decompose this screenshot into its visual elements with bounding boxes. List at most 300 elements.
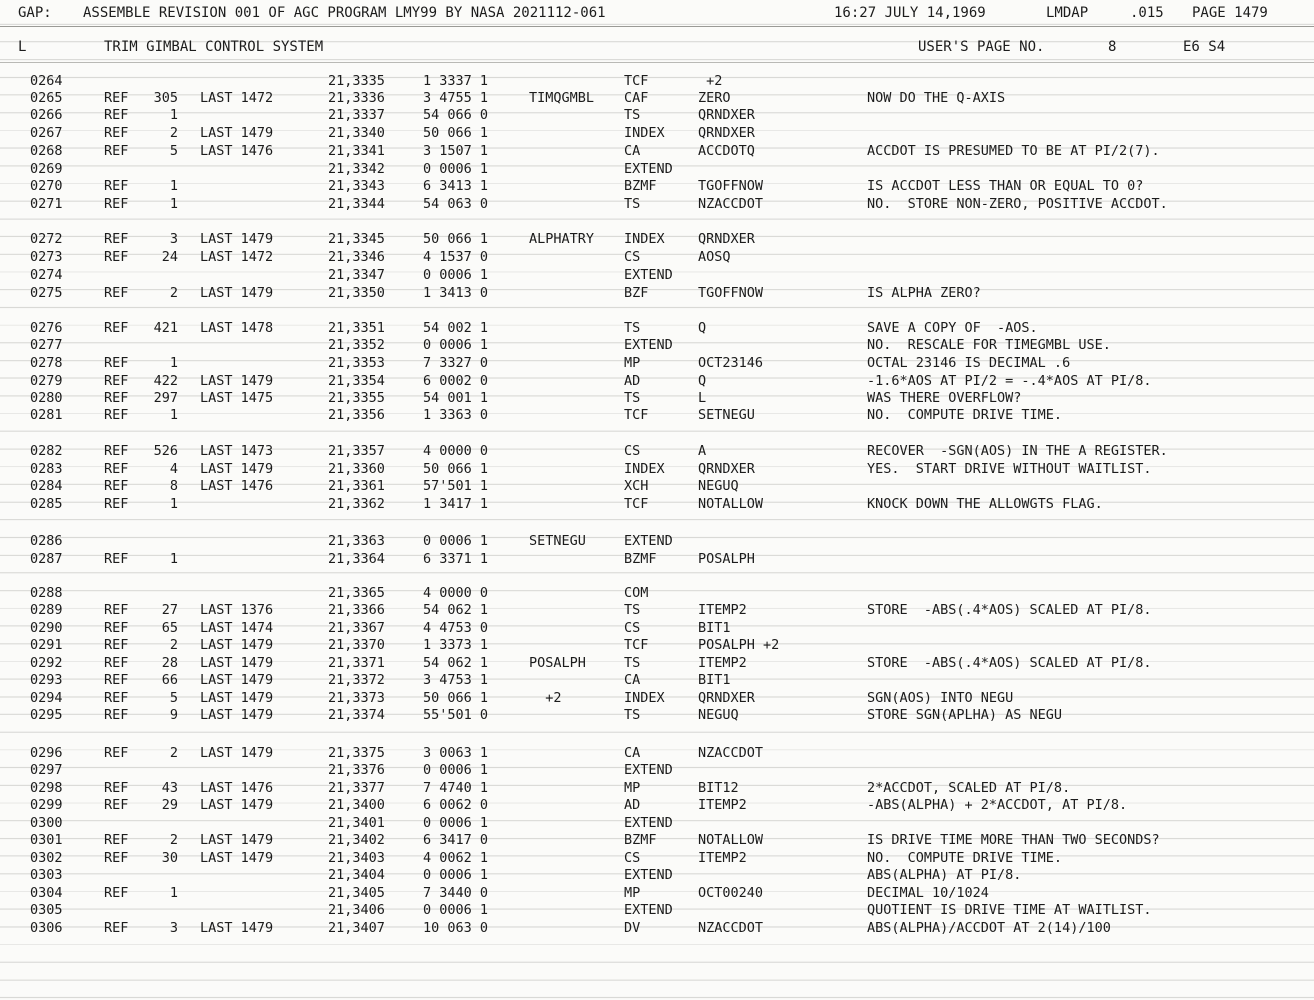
- listing-row: [0, 850, 1314, 867]
- comment: DECIMAL 10/1024: [867, 885, 989, 901]
- header-prefix: GAP:: [18, 5, 52, 21]
- octal-code: 57'501 1: [423, 478, 489, 494]
- opcode: TS: [624, 107, 641, 123]
- comment: NO. COMPUTE DRIVE TIME.: [867, 407, 1063, 423]
- octal-code: 54 001 1: [423, 390, 489, 406]
- ref-count: 5: [169, 690, 178, 706]
- line-number: 0304: [30, 885, 63, 901]
- operand: OCT00240: [698, 885, 764, 901]
- opcode: EXTEND: [624, 815, 673, 831]
- ref-count: 29: [161, 797, 178, 813]
- octal-code: 4 4753 0: [423, 620, 489, 636]
- last-ref: LAST 1474: [200, 620, 274, 636]
- last-ref: LAST 1479: [200, 920, 274, 936]
- operand: Q: [698, 320, 707, 336]
- operand: ITEMP2: [698, 797, 747, 813]
- header-title: ASSEMBLE REVISION 001 OF AGC PROGRAM LMY99 BY NASA 2021112-061: [83, 5, 606, 21]
- ref-count: 28: [161, 655, 178, 671]
- address: 21,3374: [328, 707, 385, 723]
- octal-code: 54 063 0: [423, 196, 489, 212]
- ref-count: 3: [169, 920, 178, 936]
- octal-code: 0 0006 1: [423, 161, 489, 177]
- opcode: BZMF: [624, 551, 657, 567]
- comment: SAVE A COPY OF -AOS.: [867, 320, 1038, 336]
- header-timestamp: 16:27 JULY 14,1969: [834, 5, 986, 21]
- operand: +2: [698, 73, 723, 89]
- listing-row: [0, 672, 1314, 689]
- listing-row: [0, 885, 1314, 902]
- last-ref: LAST 1475: [200, 390, 274, 406]
- operand: L: [698, 390, 707, 406]
- address: 21,3361: [328, 478, 385, 494]
- octal-code: 3 0063 1: [423, 745, 489, 761]
- address: 21,3371: [328, 655, 385, 671]
- ref-tag: REF: [104, 249, 129, 265]
- ref-count: 2: [169, 125, 178, 141]
- address: 21,3355: [328, 390, 385, 406]
- line-number: 0276: [30, 320, 63, 336]
- opcode: MP: [624, 885, 641, 901]
- octal-code: 54 062 1: [423, 602, 489, 618]
- address: 21,3343: [328, 178, 385, 194]
- last-ref: LAST 1479: [200, 832, 274, 848]
- address: 21,3362: [328, 496, 385, 512]
- listing-row: [0, 533, 1314, 550]
- address: 21,3401: [328, 815, 385, 831]
- operand: SETNEGU: [698, 407, 755, 423]
- listing-row: [0, 797, 1314, 814]
- opcode: MP: [624, 355, 641, 371]
- listing-row: [0, 780, 1314, 797]
- address: 21,3404: [328, 867, 385, 883]
- octal-code: 0 0006 1: [423, 815, 489, 831]
- ref-count: 4: [169, 461, 178, 477]
- address: 21,3340: [328, 125, 385, 141]
- ref-tag: REF: [104, 620, 129, 636]
- ref-tag: REF: [104, 672, 129, 688]
- ref-tag: REF: [104, 707, 129, 723]
- opcode: BZMF: [624, 178, 657, 194]
- operand: NEGUQ: [698, 478, 739, 494]
- address: 21,3400: [328, 797, 385, 813]
- ref-tag: REF: [104, 107, 129, 123]
- comment: -ABS(ALPHA) + 2*ACCDOT, AT PI/8.: [867, 797, 1128, 813]
- line-number: 0302: [30, 850, 63, 866]
- octal-code: 50 066 1: [423, 461, 489, 477]
- listing-row: [0, 390, 1314, 407]
- listing-row: [0, 90, 1314, 107]
- ref-tag: REF: [104, 602, 129, 618]
- opcode: BZF: [624, 285, 649, 301]
- ref-tag: REF: [104, 551, 129, 567]
- sheet-code: E6 S4: [1183, 39, 1226, 55]
- line-number: 0294: [30, 690, 63, 706]
- last-ref: LAST 1476: [200, 478, 274, 494]
- operand: QRNDXER: [698, 690, 755, 706]
- opcode: TCF: [624, 73, 649, 89]
- listing-row: [0, 161, 1314, 178]
- margin-marker: L: [18, 39, 27, 55]
- address: 21,3402: [328, 832, 385, 848]
- operand: Q: [698, 373, 707, 389]
- operand: POSALPH: [698, 551, 755, 567]
- line-number: 0291: [30, 637, 63, 653]
- octal-code: 50 066 1: [423, 690, 489, 706]
- address: 21,3345: [328, 231, 385, 247]
- listing-row: [0, 267, 1314, 284]
- listing-row: [0, 107, 1314, 124]
- section-header: [0, 39, 1314, 59]
- ref-count: 24: [161, 249, 178, 265]
- ref-count: 1: [169, 107, 178, 123]
- line-number: 0273: [30, 249, 63, 265]
- opcode: EXTEND: [624, 337, 673, 353]
- listing-row: [0, 196, 1314, 213]
- octal-code: 1 3373 1: [423, 637, 489, 653]
- address: 21,3375: [328, 745, 385, 761]
- opcode: MP: [624, 780, 641, 796]
- ref-tag: REF: [104, 125, 129, 141]
- address: 21,3365: [328, 585, 385, 601]
- octal-code: 4 0062 1: [423, 850, 489, 866]
- ref-count: 3: [169, 231, 178, 247]
- opcode: COM: [624, 585, 649, 601]
- comment: SGN(AOS) INTO NEGU: [867, 690, 1014, 706]
- comment: WAS THERE OVERFLOW?: [867, 390, 1022, 406]
- operand: QRNDXER: [698, 125, 755, 141]
- opcode: TS: [624, 196, 641, 212]
- last-ref: LAST 1478: [200, 320, 274, 336]
- header-code: .015: [1130, 5, 1164, 21]
- operand: QRNDXER: [698, 107, 755, 123]
- line-number: 0267: [30, 125, 63, 141]
- octal-code: 54 062 1: [423, 655, 489, 671]
- address: 21,3354: [328, 373, 385, 389]
- address: 21,3337: [328, 107, 385, 123]
- last-ref: LAST 1479: [200, 285, 274, 301]
- comment: ABS(ALPHA)/ACCDOT AT 2(14)/100: [867, 920, 1111, 936]
- address: 21,3336: [328, 90, 385, 106]
- octal-code: 1 3413 0: [423, 285, 489, 301]
- address: 21,3352: [328, 337, 385, 353]
- address: 21,3363: [328, 533, 385, 549]
- octal-code: 6 3371 1: [423, 551, 489, 567]
- ref-count: 1: [169, 496, 178, 512]
- ref-tag: REF: [104, 478, 129, 494]
- listing-row: [0, 178, 1314, 195]
- operand: NOTALLOW: [698, 496, 764, 512]
- ref-tag: REF: [104, 443, 129, 459]
- last-ref: LAST 1479: [200, 745, 274, 761]
- ref-tag: REF: [104, 797, 129, 813]
- comment: OCTAL 23146 IS DECIMAL .6: [867, 355, 1071, 371]
- listing-row: [0, 902, 1314, 919]
- listing-row: [0, 620, 1314, 637]
- opcode: INDEX: [624, 231, 665, 247]
- listing-row: [0, 745, 1314, 762]
- ref-tag: REF: [104, 407, 129, 423]
- octal-code: 54 002 1: [423, 320, 489, 336]
- line-number: 0279: [30, 373, 63, 389]
- listing-row: [0, 320, 1314, 337]
- octal-code: 0 0006 1: [423, 762, 489, 778]
- ref-count: 1: [169, 407, 178, 423]
- listing-row: [0, 496, 1314, 513]
- ref-tag: REF: [104, 373, 129, 389]
- address: 21,3342: [328, 161, 385, 177]
- octal-code: 4 1537 0: [423, 249, 489, 265]
- opcode: EXTEND: [624, 267, 673, 283]
- last-ref: LAST 1473: [200, 443, 274, 459]
- comment: ABS(ALPHA) AT PI/8.: [867, 867, 1022, 883]
- comment: STORE -ABS(.4*AOS) SCALED AT PI/8.: [867, 602, 1152, 618]
- opcode: AD: [624, 373, 641, 389]
- comment: YES. START DRIVE WITHOUT WAITLIST.: [867, 461, 1152, 477]
- listing-row: [0, 73, 1314, 90]
- line-number: 0284: [30, 478, 63, 494]
- octal-code: 6 3417 0: [423, 832, 489, 848]
- listing-row: [0, 461, 1314, 478]
- opcode: CS: [624, 620, 641, 636]
- line-number: 0282: [30, 443, 63, 459]
- address: 21,3353: [328, 355, 385, 371]
- operand: ITEMP2: [698, 655, 747, 671]
- symbol-label: POSALPH: [529, 655, 586, 671]
- last-ref: LAST 1479: [200, 125, 274, 141]
- octal-code: 4 0000 0: [423, 443, 489, 459]
- operand: TGOFFNOW: [698, 285, 764, 301]
- operand: A: [698, 443, 707, 459]
- opcode: CS: [624, 249, 641, 265]
- ref-count: 8: [169, 478, 178, 494]
- ref-count: 9: [169, 707, 178, 723]
- opcode: TS: [624, 390, 641, 406]
- opcode: TS: [624, 707, 641, 723]
- ref-tag: REF: [104, 355, 129, 371]
- listing-row: [0, 585, 1314, 602]
- operand: NZACCDOT: [698, 920, 764, 936]
- ref-tag: REF: [104, 320, 129, 336]
- address: 21,3406: [328, 902, 385, 918]
- operand: NEGUQ: [698, 707, 739, 723]
- operand: BIT1: [698, 620, 731, 636]
- ref-tag: REF: [104, 637, 129, 653]
- last-ref: LAST 1479: [200, 655, 274, 671]
- comment: 2*ACCDOT, SCALED AT PI/8.: [867, 780, 1071, 796]
- address: 21,3351: [328, 320, 385, 336]
- address: 21,3377: [328, 780, 385, 796]
- octal-code: 50 066 1: [423, 231, 489, 247]
- ref-count: 422: [153, 373, 178, 389]
- operand: NOTALLOW: [698, 832, 764, 848]
- comment: ACCDOT IS PRESUMED TO BE AT PI/2(7).: [867, 143, 1160, 159]
- octal-code: 0 0006 1: [423, 337, 489, 353]
- opcode: XCH: [624, 478, 649, 494]
- octal-code: 50 066 1: [423, 125, 489, 141]
- address: 21,3356: [328, 407, 385, 423]
- line-number: 0306: [30, 920, 63, 936]
- address: 21,3372: [328, 672, 385, 688]
- address: 21,3366: [328, 602, 385, 618]
- last-ref: LAST 1476: [200, 143, 274, 159]
- opcode: CS: [624, 850, 641, 866]
- ref-count: 421: [153, 320, 178, 336]
- listing-row: [0, 551, 1314, 568]
- octal-code: 55'501 0: [423, 707, 489, 723]
- ref-count: 1: [169, 178, 178, 194]
- ref-count: 30: [161, 850, 178, 866]
- operand: NZACCDOT: [698, 196, 764, 212]
- operand: BIT1: [698, 672, 731, 688]
- line-number: 0265: [30, 90, 63, 106]
- comment: IS ALPHA ZERO?: [867, 285, 981, 301]
- opcode: TS: [624, 320, 641, 336]
- operand: OCT23146: [698, 355, 764, 371]
- last-ref: LAST 1376: [200, 602, 274, 618]
- address: 21,3347: [328, 267, 385, 283]
- ref-tag: REF: [104, 496, 129, 512]
- ref-count: 526: [153, 443, 178, 459]
- line-number: 0270: [30, 178, 63, 194]
- opcode: INDEX: [624, 461, 665, 477]
- address: 21,3405: [328, 885, 385, 901]
- ref-tag: REF: [104, 885, 129, 901]
- opcode: CA: [624, 672, 641, 688]
- symbol-label: +2: [529, 690, 562, 706]
- last-ref: LAST 1479: [200, 637, 274, 653]
- operand: TGOFFNOW: [698, 178, 764, 194]
- line-number: 0272: [30, 231, 63, 247]
- comment: NO. COMPUTE DRIVE TIME.: [867, 850, 1063, 866]
- listing-row: [0, 231, 1314, 248]
- opcode: INDEX: [624, 690, 665, 706]
- last-ref: LAST 1472: [200, 249, 274, 265]
- opcode: CAF: [624, 90, 649, 106]
- line-number: 0274: [30, 267, 63, 283]
- listing-row: [0, 602, 1314, 619]
- line-number: 0290: [30, 620, 63, 636]
- line-number: 0285: [30, 496, 63, 512]
- line-number: 0297: [30, 762, 63, 778]
- octal-code: 1 3337 1: [423, 73, 489, 89]
- comment: KNOCK DOWN THE ALLOWGTS FLAG.: [867, 496, 1103, 512]
- ref-tag: REF: [104, 655, 129, 671]
- comment: QUOTIENT IS DRIVE TIME AT WAITLIST.: [867, 902, 1152, 918]
- ref-tag: REF: [104, 920, 129, 936]
- opcode: EXTEND: [624, 902, 673, 918]
- listing-row: [0, 637, 1314, 654]
- line-number: 0299: [30, 797, 63, 813]
- address: 21,3403: [328, 850, 385, 866]
- ref-count: 2: [169, 745, 178, 761]
- operand: ACCDOTQ: [698, 143, 755, 159]
- line-number: 0287: [30, 551, 63, 567]
- opcode: TCF: [624, 637, 649, 653]
- symbol-label: ALPHATRY: [529, 231, 595, 247]
- address: 21,3335: [328, 73, 385, 89]
- ref-count: 1: [169, 551, 178, 567]
- ref-count: 27: [161, 602, 178, 618]
- operand: AOSQ: [698, 249, 731, 265]
- operand: ZERO: [698, 90, 731, 106]
- line-number: 0296: [30, 745, 63, 761]
- comment: STORE -ABS(.4*AOS) SCALED AT PI/8.: [867, 655, 1152, 671]
- listing-row: [0, 867, 1314, 884]
- comment: -1.6*AOS AT PI/2 = -.4*AOS AT PI/8.: [867, 373, 1152, 389]
- octal-code: 7 3440 0: [423, 885, 489, 901]
- octal-code: 7 3327 0: [423, 355, 489, 371]
- ref-tag: REF: [104, 196, 129, 212]
- last-ref: LAST 1479: [200, 690, 274, 706]
- line-number: 0289: [30, 602, 63, 618]
- octal-code: 7 4740 1: [423, 780, 489, 796]
- user-page-label: USER'S PAGE NO.: [918, 39, 1045, 55]
- listing-row: [0, 707, 1314, 724]
- ref-tag: REF: [104, 178, 129, 194]
- line-number: 0298: [30, 780, 63, 796]
- octal-code: 1 3363 0: [423, 407, 489, 423]
- listing-row: [0, 478, 1314, 495]
- opcode: AD: [624, 797, 641, 813]
- comment: RECOVER -SGN(AOS) IN THE A REGISTER.: [867, 443, 1168, 459]
- opcode: TCF: [624, 496, 649, 512]
- listing-row: [0, 443, 1314, 460]
- ref-tag: REF: [104, 850, 129, 866]
- octal-code: 0 0006 1: [423, 867, 489, 883]
- address: 21,3357: [328, 443, 385, 459]
- listing-row: [0, 762, 1314, 779]
- comment: NO. STORE NON-ZERO, POSITIVE ACCDOT.: [867, 196, 1168, 212]
- line-number: 0301: [30, 832, 63, 848]
- listing-row: [0, 355, 1314, 372]
- line-number: 0277: [30, 337, 63, 353]
- line-number: 0292: [30, 655, 63, 671]
- octal-code: 3 4755 1: [423, 90, 489, 106]
- listing-row: [0, 373, 1314, 390]
- last-ref: LAST 1479: [200, 797, 274, 813]
- line-number: 0293: [30, 672, 63, 688]
- listing-row: [0, 249, 1314, 266]
- octal-code: 3 1507 1: [423, 143, 489, 159]
- line-number: 0264: [30, 73, 63, 89]
- header-program: LMDAP: [1046, 5, 1089, 21]
- line-number: 0300: [30, 815, 63, 831]
- operand: NZACCDOT: [698, 745, 764, 761]
- header-page-number: PAGE 1479: [1192, 5, 1268, 21]
- ref-count: 43: [161, 780, 178, 796]
- page-header: [0, 5, 1314, 27]
- symbol-label: TIMQGMBL: [529, 90, 595, 106]
- line-number: 0275: [30, 285, 63, 301]
- comment: IS DRIVE TIME MORE THAN TWO SECONDS?: [867, 832, 1160, 848]
- octal-code: 10 063 0: [423, 920, 489, 936]
- section-title: TRIM GIMBAL CONTROL SYSTEM: [104, 39, 324, 55]
- address: 21,3360: [328, 461, 385, 477]
- line-number: 0278: [30, 355, 63, 371]
- listing-row: [0, 920, 1314, 937]
- operand: ITEMP2: [698, 850, 747, 866]
- address: 21,3370: [328, 637, 385, 653]
- octal-code: 0 0006 1: [423, 267, 489, 283]
- address: 21,3367: [328, 620, 385, 636]
- octal-code: 0 0006 1: [423, 902, 489, 918]
- line-number: 0286: [30, 533, 63, 549]
- listing-row: [0, 143, 1314, 160]
- header-divider: [0, 26, 1314, 27]
- address: 21,3350: [328, 285, 385, 301]
- ref-tag: REF: [104, 390, 129, 406]
- line-number: 0266: [30, 107, 63, 123]
